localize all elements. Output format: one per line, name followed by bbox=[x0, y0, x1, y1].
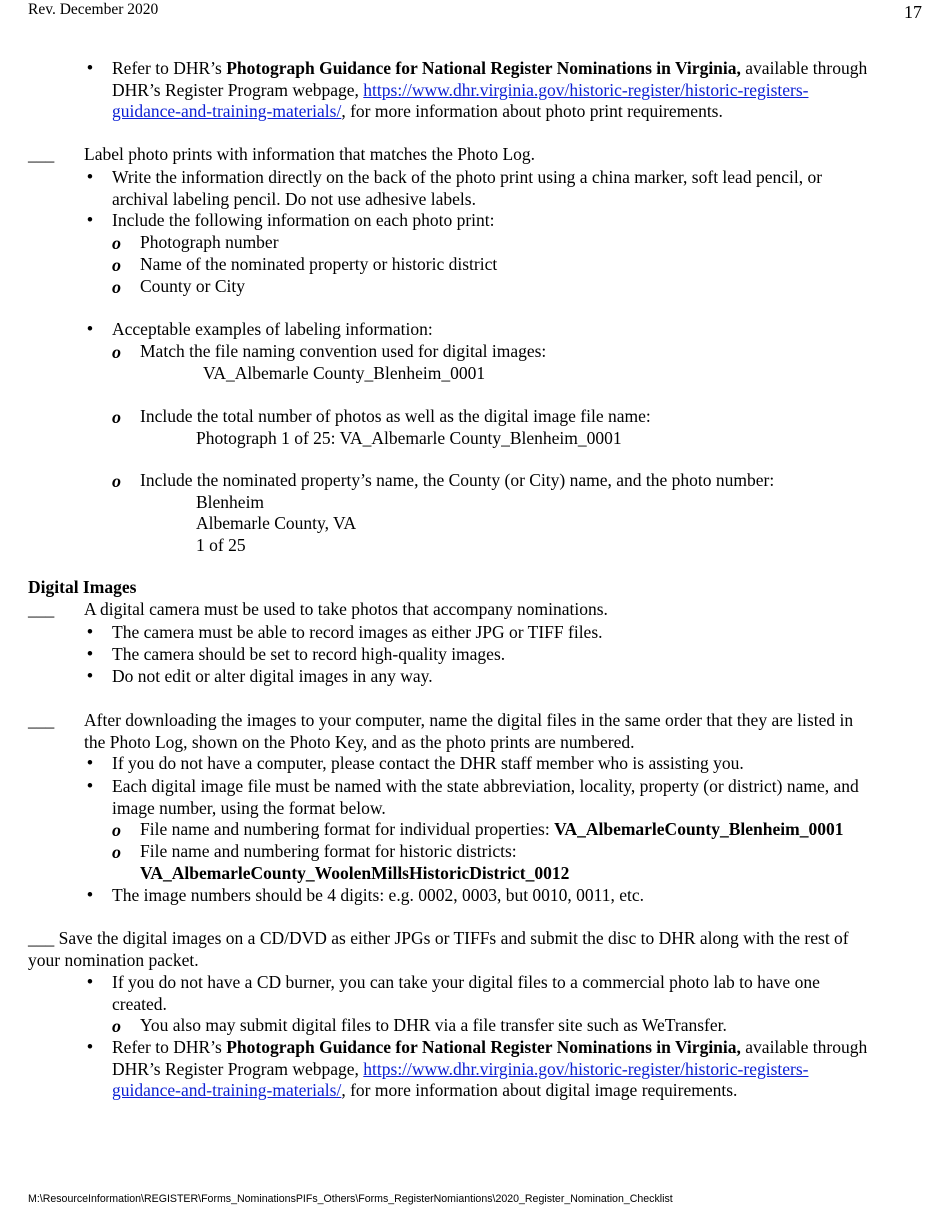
sub-bullet-icon: o bbox=[112, 233, 121, 253]
guidance-link-1-cont[interactable]: guidance-and-training-materials/ bbox=[112, 101, 342, 122]
cd-burner-bullet: If you do not have a CD burner, you can take your digital files to a commercial photo lab to have one created. bbox=[112, 972, 820, 1014]
bullet-icon bbox=[80, 167, 100, 189]
naming-task: After downloading the images to your computer, name the digital files in the same order that they are listed in the Photo Log, shown on the Photo Key, and as the photo prints are numbered. bbox=[84, 710, 854, 752]
four-digit-bullet: The image numbers should be 4 digits: e.g. 0002, 0003, but 0010, 0011, etc. bbox=[112, 885, 645, 905]
sub-item-photo-number: Photograph number bbox=[140, 232, 279, 252]
revision-date: Rev. December 2020 bbox=[28, 1, 159, 18]
wetransfer-sub: You also may submit digital files to DHR via a file transfer site such as WeTransfer. bbox=[140, 1015, 727, 1035]
camera-bullet-1: The camera must be able to record images as either JPG or TIFF files. bbox=[112, 622, 603, 642]
sub-bullet-icon: o bbox=[112, 820, 121, 840]
bullet-icon bbox=[80, 776, 100, 798]
bullet-icon bbox=[80, 666, 100, 688]
example-1-value: VA_Albemarle County_Blenheim_0001 bbox=[203, 363, 486, 383]
camera-bullet-3: Do not edit or alter digital images in any way. bbox=[112, 666, 433, 686]
format-district: File name and numbering format for historic districts: VA_AlbemarleCounty_WoolenMillsHistoricDistrict_0012 bbox=[140, 841, 570, 883]
footer-file-path: M:\ResourceInformation\REGISTER\Forms_NominationsPIFs_Others\Forms_RegisterNomiantions\2020_Register_Nomination_Checklist bbox=[28, 1193, 673, 1205]
example-3-name: Blenheim bbox=[196, 492, 265, 512]
bullet-icon bbox=[80, 622, 100, 644]
refer-paragraph-1: Refer to DHR’s Photograph Guidance for National Register Nominations in Virginia, available through DHR’s Register Program webpage, https://www.dhr.virginia.gov/historic-register/historic-registers- guidance-and-training-materials/, for more information about photo print requirements. bbox=[112, 58, 868, 122]
example-3-county: Albemarle County, VA bbox=[196, 513, 357, 533]
sub-bullet-icon: o bbox=[112, 842, 121, 862]
label-prints-task: Label photo prints with information that matches the Photo Log. bbox=[84, 144, 536, 164]
acceptable-examples-bullet: Acceptable examples of labeling information: bbox=[112, 319, 433, 339]
example-1: Match the file naming convention used for digital images: bbox=[140, 341, 547, 361]
example-2: Include the total number of photos as well as the digital image file name: bbox=[140, 406, 651, 426]
bullet-icon bbox=[80, 319, 100, 341]
sub-bullet-icon: o bbox=[112, 471, 121, 491]
bullet-icon bbox=[80, 753, 100, 775]
guidance-link-2[interactable]: https://www.dhr.virginia.gov/historic-register/historic-registers- bbox=[363, 1058, 809, 1079]
checklist-blank[interactable]: ___ bbox=[28, 599, 55, 619]
sub-bullet-icon: o bbox=[112, 342, 121, 362]
digital-camera-task: A digital camera must be used to take photos that accompany nominations. bbox=[84, 599, 608, 619]
bullet-icon bbox=[80, 885, 100, 907]
sub-bullet-icon: o bbox=[112, 255, 121, 275]
bullet-icon bbox=[80, 58, 100, 80]
guidance-link-1[interactable]: https://www.dhr.virginia.gov/historic-register/historic-registers- bbox=[363, 79, 809, 100]
refer-paragraph-2: Refer to DHR’s Photograph Guidance for National Register Nominations in Virginia, available through DHR’s Register Program webpage, https://www.dhr.virginia.gov/historic-register/historic-registers- guidance-and-training-materials/, for more information about digital image requirements. bbox=[112, 1037, 868, 1101]
sub-bullet-icon: o bbox=[112, 277, 121, 297]
bullet-icon bbox=[80, 644, 100, 666]
sub-item-property-name: Name of the nominated property or historic district bbox=[140, 254, 498, 274]
page-number: 17 bbox=[904, 2, 922, 22]
section-title-digital-images: Digital Images bbox=[28, 577, 137, 597]
checklist-blank[interactable]: ___ bbox=[28, 928, 55, 948]
bullet-icon bbox=[80, 1037, 100, 1059]
format-individual: File name and numbering format for individual properties: VA_AlbemarleCounty_Blenheim_0001 bbox=[140, 819, 844, 839]
bullet-icon bbox=[80, 972, 100, 994]
sub-item-county: County or City bbox=[140, 276, 246, 296]
file-naming-bullet: Each digital image file must be named with the state abbreviation, locality, property (or district) name, and image number, using the format below. bbox=[112, 776, 859, 818]
sub-bullet-icon: o bbox=[112, 407, 121, 427]
example-2-value: Photograph 1 of 25: VA_Albemarle County_Blenheim_0001 bbox=[196, 428, 622, 448]
sub-bullet-icon: o bbox=[112, 1016, 121, 1036]
guidance-link-2-cont[interactable]: guidance-and-training-materials/ bbox=[112, 1080, 342, 1101]
save-disc-task: ___ Save the digital images on a CD/DVD as either JPGs or TIFFs and submit the disc to DHR along with the rest of your nomination packet. bbox=[28, 928, 849, 970]
include-info-bullet: Include the following information on each photo print: bbox=[112, 210, 495, 230]
camera-bullet-2: The camera should be set to record high-quality images. bbox=[112, 644, 506, 664]
no-computer-bullet: If you do not have a computer, please contact the DHR staff member who is assisting you. bbox=[112, 753, 744, 773]
example-3: Include the nominated property’s name, the County (or City) name, and the photo number: bbox=[140, 470, 775, 490]
example-3-number: 1 of 25 bbox=[196, 535, 246, 555]
bullet-icon bbox=[80, 210, 100, 232]
checklist-blank[interactable]: ___ bbox=[28, 710, 55, 730]
checklist-blank[interactable]: ___ bbox=[28, 144, 55, 164]
write-info-bullet: Write the information directly on the back of the photo print using a china marker, soft lead pencil, or archival labeling pencil. Do not use adhesive labels. bbox=[112, 167, 823, 209]
